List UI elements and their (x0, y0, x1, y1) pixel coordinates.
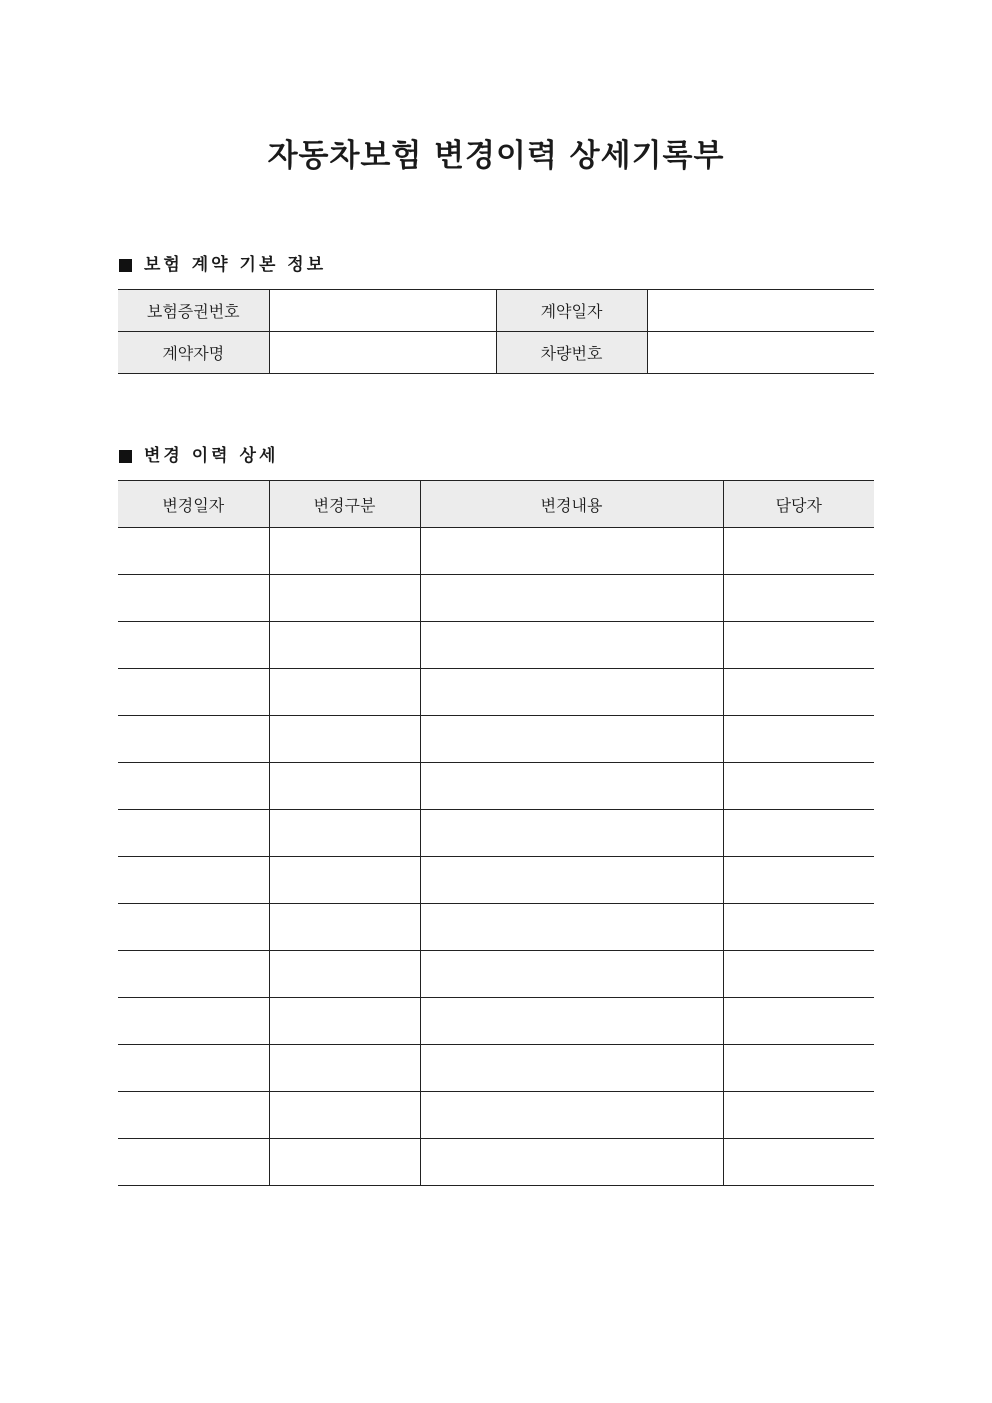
manager-cell[interactable] (723, 763, 874, 810)
page-title: 자동차보험 변경이력 상세기록부 (267, 138, 725, 174)
column-header-manager: 담당자 (723, 481, 874, 528)
change-content-cell[interactable] (420, 716, 723, 763)
change-content-cell[interactable] (420, 1045, 723, 1092)
table-row (118, 857, 874, 904)
change-content-cell[interactable] (420, 951, 723, 998)
manager-cell[interactable] (723, 669, 874, 716)
change-content-cell[interactable] (420, 575, 723, 622)
table-row (118, 998, 874, 1045)
section-heading-label: 보험 계약 기본 정보 (144, 255, 327, 275)
table-row (118, 716, 874, 763)
change-date-cell[interactable] (118, 857, 269, 904)
change-type-cell[interactable] (269, 622, 420, 669)
change-content-cell[interactable] (420, 528, 723, 575)
change-content-cell[interactable] (420, 1092, 723, 1139)
table-row (118, 1139, 874, 1186)
table-row (118, 622, 874, 669)
change-content-cell[interactable] (420, 669, 723, 716)
column-header-change-date: 변경일자 (118, 481, 269, 528)
table-row (118, 332, 874, 374)
section-heading-label: 변경 이력 상세 (144, 446, 279, 466)
manager-cell[interactable] (723, 810, 874, 857)
manager-cell[interactable] (723, 951, 874, 998)
change-type-cell[interactable] (269, 763, 420, 810)
change-type-cell[interactable] (269, 1045, 420, 1092)
change-date-cell[interactable] (118, 575, 269, 622)
change-date-cell[interactable] (118, 763, 269, 810)
section-heading-change-history (119, 444, 278, 468)
change-date-cell[interactable] (118, 998, 269, 1045)
manager-cell[interactable] (723, 528, 874, 575)
column-header-change-type: 변경구분 (269, 481, 420, 528)
manager-cell[interactable] (723, 998, 874, 1045)
change-date-cell[interactable] (118, 1139, 269, 1186)
manager-cell[interactable] (723, 575, 874, 622)
change-content-cell[interactable] (420, 622, 723, 669)
change-date-cell[interactable] (118, 951, 269, 998)
change-date-cell[interactable] (118, 716, 269, 763)
change-history-table (118, 480, 874, 1186)
change-content-cell[interactable] (420, 998, 723, 1045)
change-type-cell[interactable] (269, 669, 420, 716)
table-row (118, 669, 874, 716)
manager-cell[interactable] (723, 1045, 874, 1092)
table-row (118, 951, 874, 998)
manager-cell[interactable] (723, 622, 874, 669)
change-date-cell[interactable] (118, 622, 269, 669)
manager-cell[interactable] (723, 904, 874, 951)
change-type-cell[interactable] (269, 1139, 420, 1186)
vehicle-number-field[interactable] (647, 332, 874, 374)
manager-cell[interactable] (723, 716, 874, 763)
change-content-cell[interactable] (420, 904, 723, 951)
change-date-cell[interactable] (118, 904, 269, 951)
change-date-cell[interactable] (118, 528, 269, 575)
square-bullet-icon (119, 259, 132, 272)
change-type-cell[interactable] (269, 528, 420, 575)
table-row (118, 810, 874, 857)
change-type-cell[interactable] (269, 810, 420, 857)
manager-cell[interactable] (723, 1139, 874, 1186)
manager-cell[interactable] (723, 1092, 874, 1139)
change-content-cell[interactable] (420, 810, 723, 857)
table-row (118, 1092, 874, 1139)
contractor-name-field[interactable] (269, 332, 496, 374)
change-type-cell[interactable] (269, 951, 420, 998)
contractor-name-label: 계약자명 (118, 332, 269, 374)
table-row (118, 763, 874, 810)
square-bullet-icon (119, 450, 132, 463)
policy-number-label: 보험증권번호 (118, 290, 269, 332)
change-date-cell[interactable] (118, 1092, 269, 1139)
change-type-cell[interactable] (269, 575, 420, 622)
change-type-cell[interactable] (269, 904, 420, 951)
change-date-cell[interactable] (118, 1045, 269, 1092)
manager-cell[interactable] (723, 857, 874, 904)
section-heading-contract-info (119, 253, 326, 277)
table-header-row (118, 481, 874, 528)
change-type-cell[interactable] (269, 1092, 420, 1139)
table-row (118, 290, 874, 332)
table-row (118, 1045, 874, 1092)
contract-date-label: 계약일자 (496, 290, 647, 332)
column-header-change-content: 변경내용 (420, 481, 723, 528)
table-row (118, 904, 874, 951)
contract-date-field[interactable] (647, 290, 874, 332)
change-content-cell[interactable] (420, 857, 723, 904)
change-date-cell[interactable] (118, 810, 269, 857)
change-date-cell[interactable] (118, 669, 269, 716)
change-content-cell[interactable] (420, 1139, 723, 1186)
change-type-cell[interactable] (269, 998, 420, 1045)
change-content-cell[interactable] (420, 763, 723, 810)
policy-number-field[interactable] (269, 290, 496, 332)
table-row (118, 575, 874, 622)
contract-info-table (118, 289, 874, 374)
change-type-cell[interactable] (269, 716, 420, 763)
vehicle-number-label: 차량번호 (496, 332, 647, 374)
change-type-cell[interactable] (269, 857, 420, 904)
table-row (118, 528, 874, 575)
